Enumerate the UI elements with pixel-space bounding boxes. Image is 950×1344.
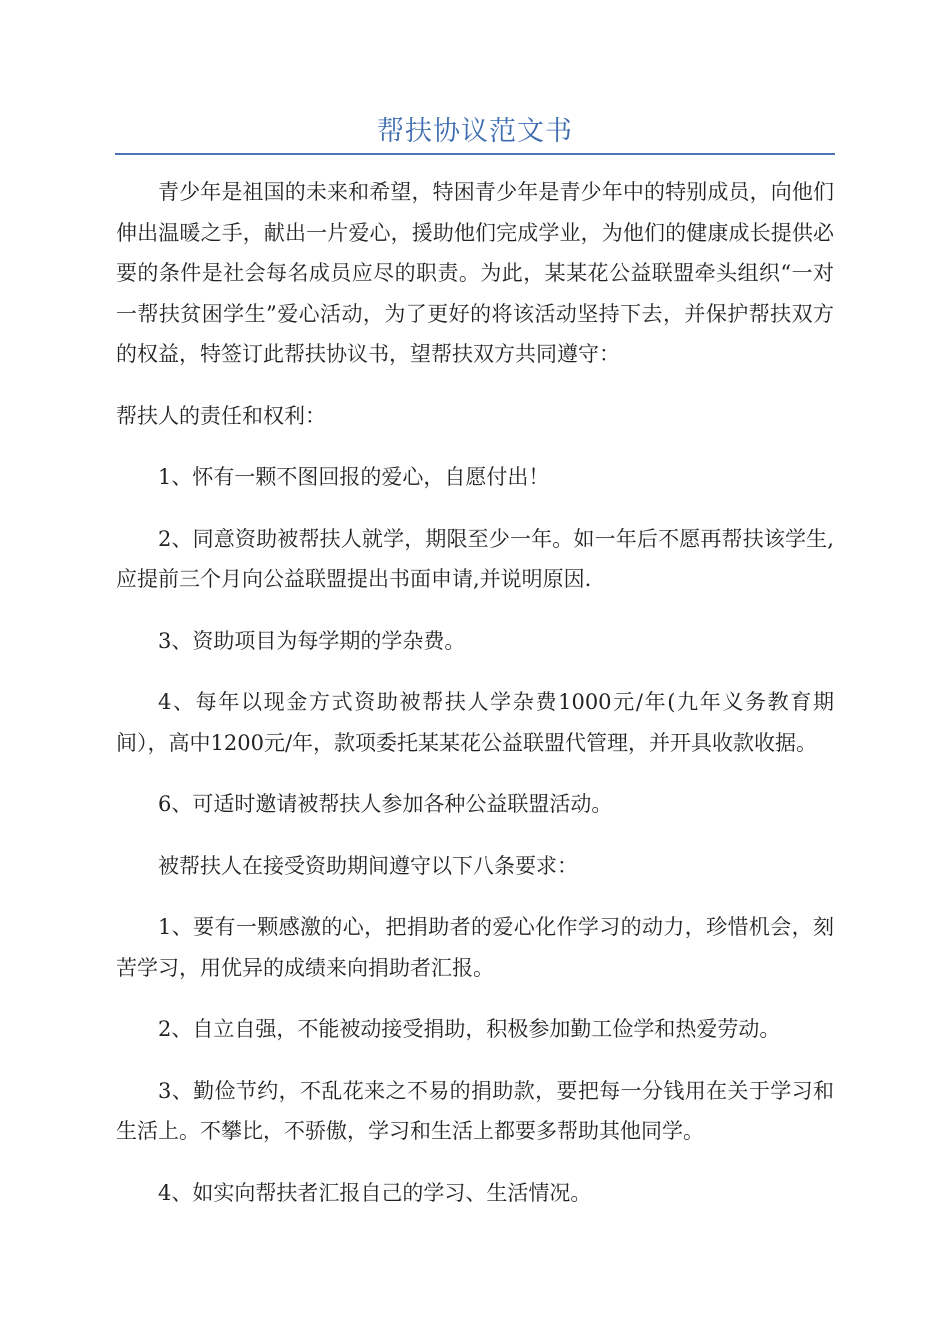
title-underline: [115, 153, 835, 155]
recipient-requirement-item: 2、自立自强，不能被动接受捐助，积极参加勤工俭学和热爱劳动。: [158, 1017, 781, 1041]
document-body: [116, 172, 834, 1234]
recipient-requirement-item: 4、如实向帮扶者汇报自己的学习、生活情况。: [158, 1180, 592, 1205]
helper-duty-item: 3、资助项目为每学期的学杂费。: [158, 628, 466, 653]
helper-duty-item: 6、可适时邀请被帮扶人参加各种公益联盟活动。: [158, 792, 613, 816]
helper-duty-item: 1、怀有一颗不图回报的爱心，自愿付出！: [158, 465, 550, 489]
recipient-requirement-item: 3、勤俭节约，不乱花来之不易的捐助款，要把每一分钱用在关于学习和生活上。不攀比，不骄傲，学习和生活上都要多帮助其他同学。: [116, 1078, 834, 1143]
helper-duty-item: 4、每年以现金方式资助被帮扶人学杂费1000元/年(九年义务教育期间），高中1200元/年，款项委托某某花公益联盟代管理，并开具收款收据。: [116, 690, 834, 755]
document-title: 帮扶协议范文书: [377, 116, 573, 147]
recipient-requirement-item: 1、要有一颗感激的心，把捐助者的爱心化作学习的动力，珍惜机会，刻苦学习，用优异的成绩来向捐助者汇报。: [116, 915, 834, 980]
paragraph-intro: 青少年是祖国的未来和希望，特困青少年是青少年中的特别成员，向他们伸出温暖之手，献出一片爱心，援助他们完成学业，为他们的健康成长提供必要的条件是社会每名成员应尽的职责。为此，某某花公益联盟牵头组织“一对一帮扶贫困学生”爱心活动，为了更好的将该活动坚持下去，并保护帮扶双方的权益，特签订此帮扶协议书，望帮扶双方共同遵守：: [116, 180, 834, 366]
section-heading-recipient-requirements: 被帮扶人在接受资助期间遵守以下八条要求：: [158, 853, 578, 878]
section-heading-helper-duties: 帮扶人的责任和权利：: [116, 403, 326, 428]
helper-duty-item: 2、同意资助被帮扶人就学，期限至少一年。如一年后不愿再帮扶该学生,应提前三个月向公益联盟提出书面申请,并说明原因.: [116, 526, 834, 591]
